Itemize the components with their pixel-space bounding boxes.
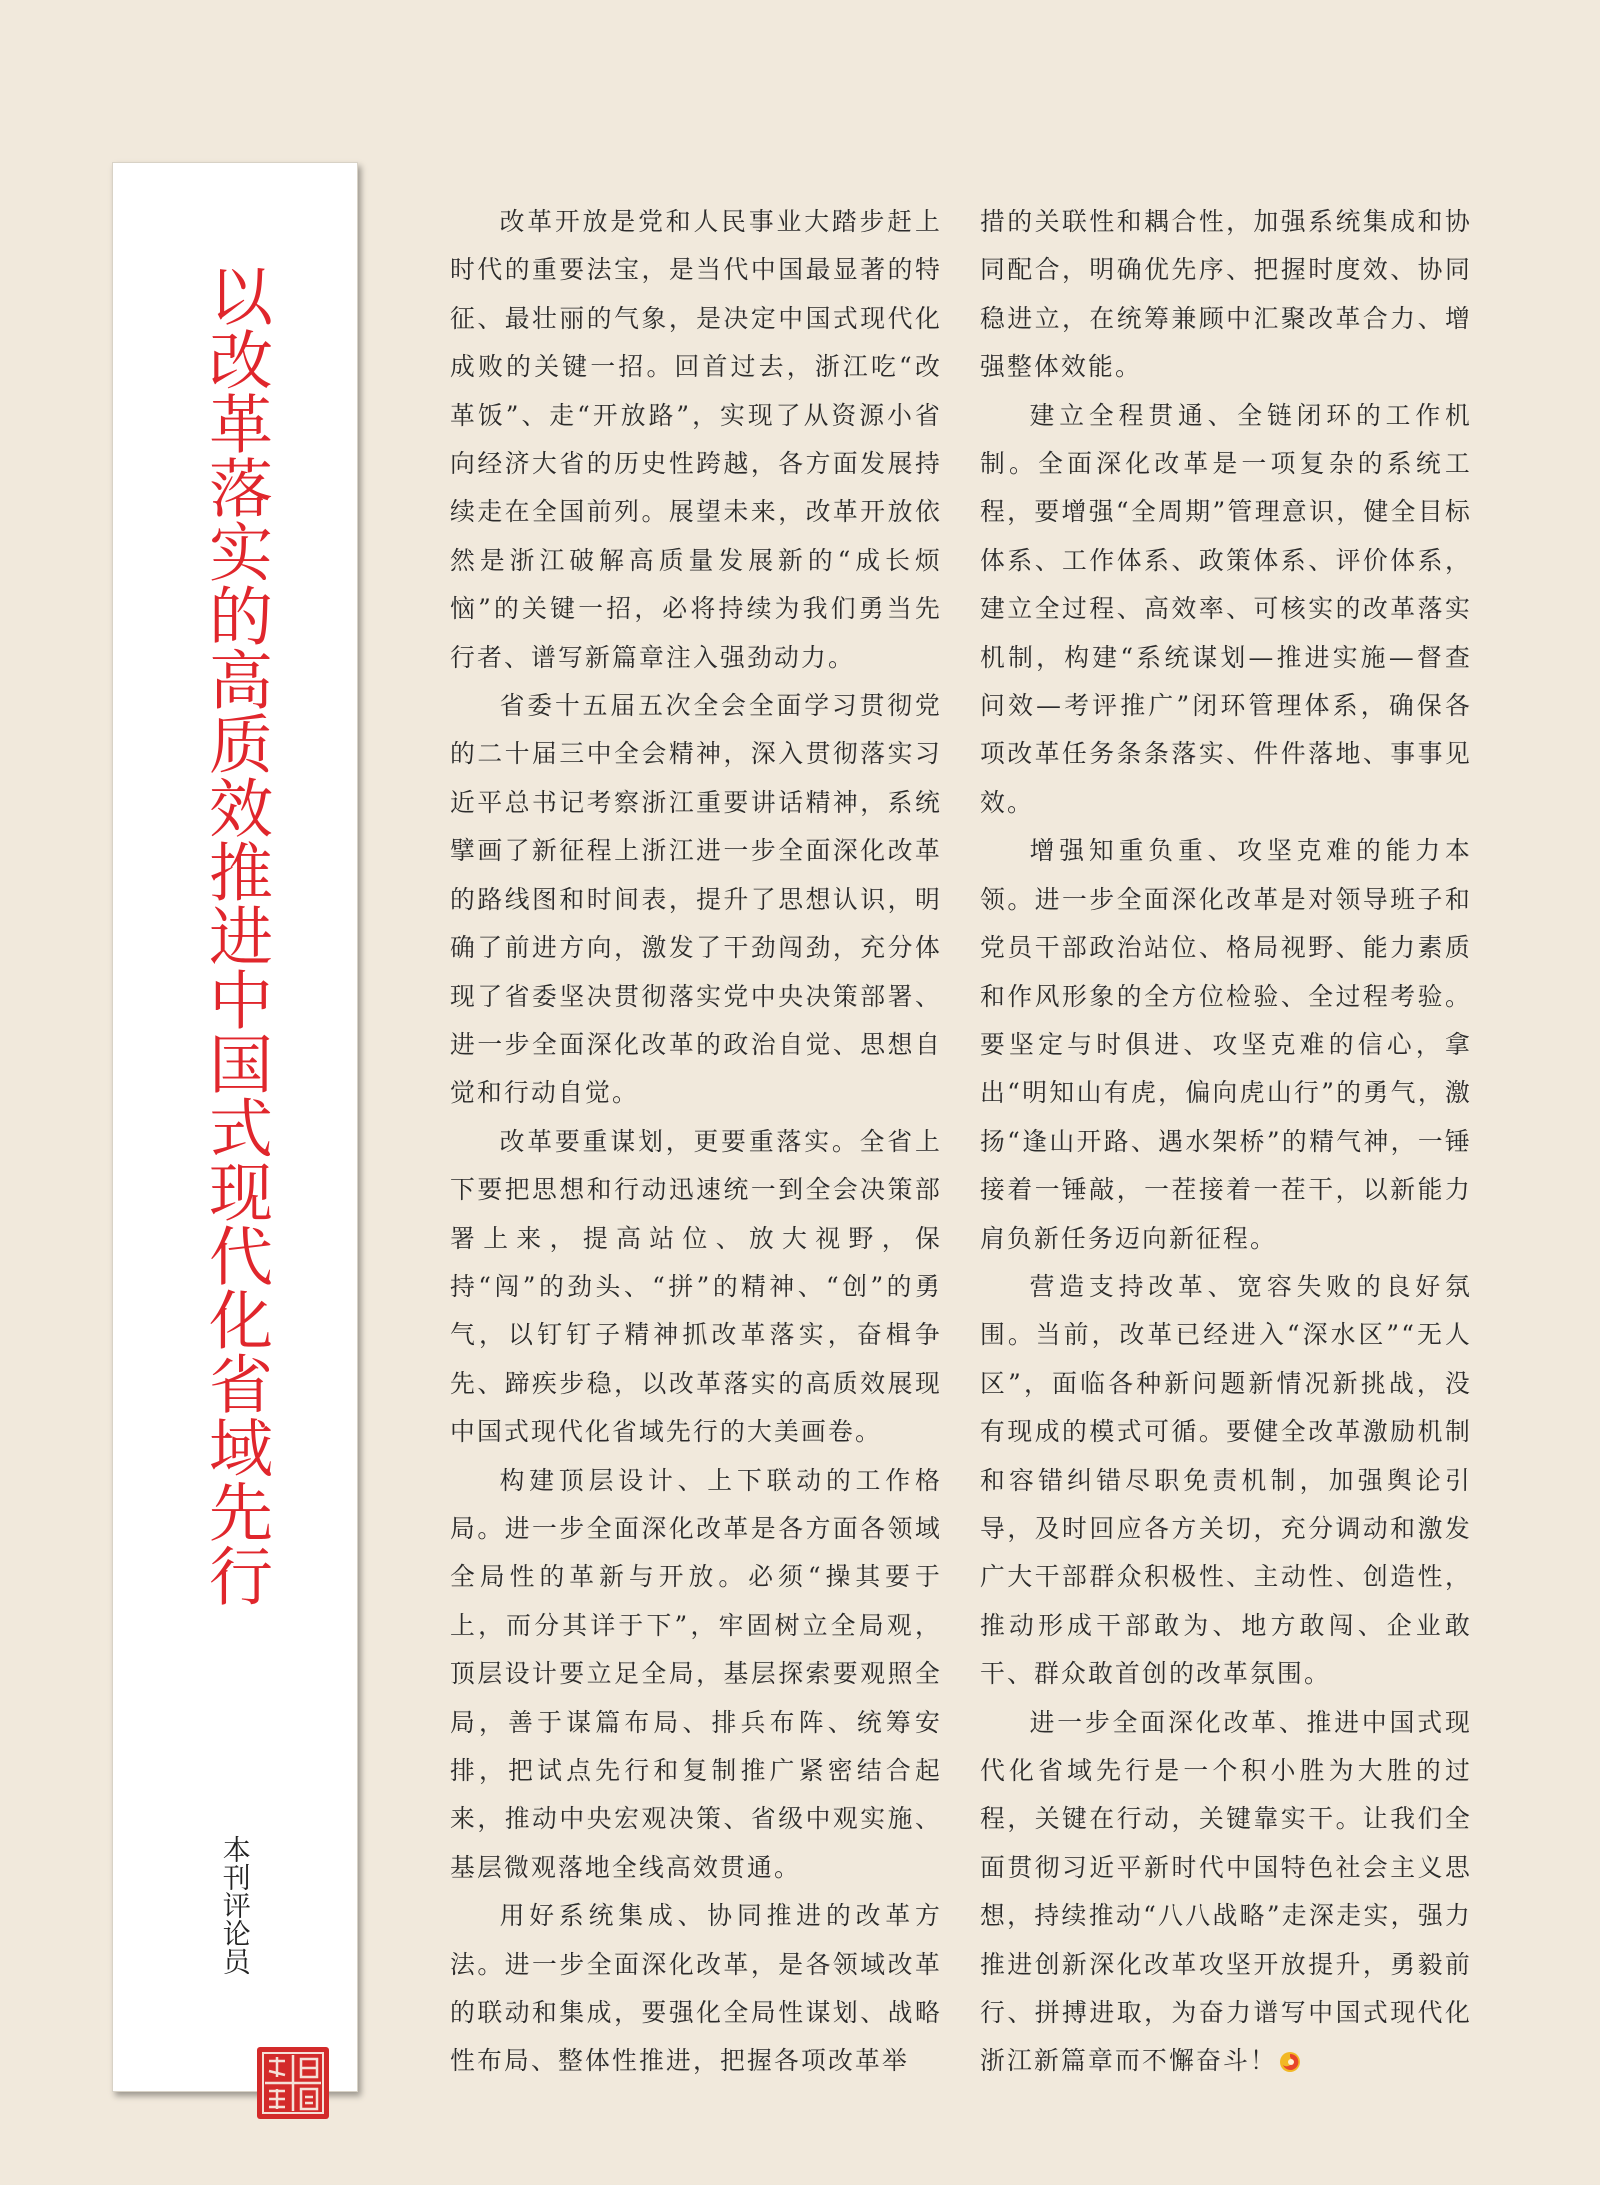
- paragraph: 建立全程贯通、全链闭环的工作机制。全面深化改革是一项复杂的系统工程，要增强“全周期”管理意识，健全目标体系、工作体系、政策体系、评价体系，建立全过程、高效率、可核实的改革落实机制，构建“系统谋划—推进实施—督查问效—考评推广”闭环管理体系，确保各项改革任务条条落实、件件落地、事事见效。: [980, 400, 1472, 817]
- paragraph: 改革开放是党和人民事业大踏步赶上时代的重要法宝，是当代中国最显著的特征、最壮丽的气象，是决定中国式现代化成败的关键一招。回首过去，浙江吃“改革饭”、走“开放路”，实现了从资源小省向经济大省的历史性跨越，各方面发展持续走在全国前列。展望未来，改革开放依然是浙江破解高质量发展新的“成长烦恼”的关键一招，必将持续为我们勇当先行者、谱写新篇章注入强劲动力。: [450, 207, 942, 672]
- headline: [113, 263, 357, 1607]
- seal-stamp-icon: [255, 2045, 331, 2121]
- paragraph: 用好系统集成、协同推进的改革方法。进一步全面深化改革，是各领域改革的联动和集成，要强化全局性谋划、战略性布局、整体性推进，把握各项改革举: [450, 1901, 942, 2076]
- headline-text: 以改革落实的高质效推进中国式现代化省域先行: [198, 263, 272, 1607]
- article-column-left: [450, 198, 942, 2086]
- paragraph: 改革要重谋划，更要重落实。全省上下要把思想和行动迅速统一到全会决策部署上来，提高站位、放大视野，保持“闯”的劲头、“拼”的精神、“创”的勇气，以钉钉子精神抓改革落实，奋楫争先、蹄疾步稳，以改革落实的高质效展现中国式现代化省域先行的大美画卷。: [450, 1126, 942, 1447]
- paragraph: 增强知重负重、攻坚克难的能力本领。进一步全面深化改革是对领导班子和党员干部政治站位、格局视野、能力素质和作风形象的全方位检验、全过程考验。要坚定与时俱进、攻坚克难的信心，拿出“明知山有虎，偏向虎山行”的勇气，激扬“逢山开路、遇水架桥”的精气神，一锤接着一锤敲，一茬接着一茬干，以新能力肩负新任务迈向新征程。: [980, 836, 1472, 1253]
- byline-text: 本刊评论员: [218, 1835, 252, 1975]
- paragraph: 构建顶层设计、上下联动的工作格局。进一步全面深化改革是各方面各领域全局性的革新与开放。必须“操其要于上，而分其详于下”，牢固树立全局观，顶层设计要立足全局，基层探索要观照全局，善于谋篇布局、排兵布阵、统筹安排，把试点先行和复制推广紧密结合起来，推动中央宏观决策、省级中观实施、基层微观落地全线高效贯通。: [450, 1465, 942, 1882]
- paragraph-continued: 措的关联性和耦合性，加强系统集成和协同配合，明确优先序、把握时度效、协同稳进立，在统筹兼顾中汇聚改革合力、增强整体效能。: [980, 207, 1472, 382]
- paragraph-final: [980, 1699, 1472, 2086]
- swirl-end-icon: [1279, 2051, 1301, 2073]
- title-panel: [112, 162, 358, 2092]
- paragraph-final-text: 进一步全面深化改革、推进中国式现代化省域先行是一个积小胜为大胜的过程，关键在行动，关键靠实干。让我们全面贯彻习近平新时代中国特色社会主义思想，持续推动“八八战略”走深走实，强力推进创新深化改革攻坚开放提升，勇毅前行、拼搏进取，为奋力谱写中国式现代化浙江新篇章而不懈奋斗！: [980, 1707, 1472, 2076]
- byline: [113, 1835, 357, 1975]
- paragraph: 营造支持改革、宽容失败的良好氛围。当前，改革已经进入“深水区”“无人区”，面临各种新问题新情况新挑战，没有现成的模式可循。要健全改革激励机制和容错纠错尽职免责机制，加强舆论引导，及时回应各方关切，充分调动和激发广大干部群众积极性、主动性、创造性，推动形成干部敢为、地方敢闯、企业敢干、群众敢首创的改革氛围。: [980, 1271, 1472, 1689]
- paragraph: 省委十五届五次全会全面学习贯彻党的二十届三中全会精神，深入贯彻落实习近平总书记考察浙江重要讲话精神，系统擘画了新征程上浙江进一步全面深化改革的路线图和时间表，提升了思想认识，明确了前进方向，激发了干劲闯劲，充分体现了省委坚决贯彻落实党中央决策部署、进一步全面深化改革的政治自觉、思想自觉和行动自觉。: [450, 691, 942, 1108]
- article-column-right: [980, 198, 1472, 2086]
